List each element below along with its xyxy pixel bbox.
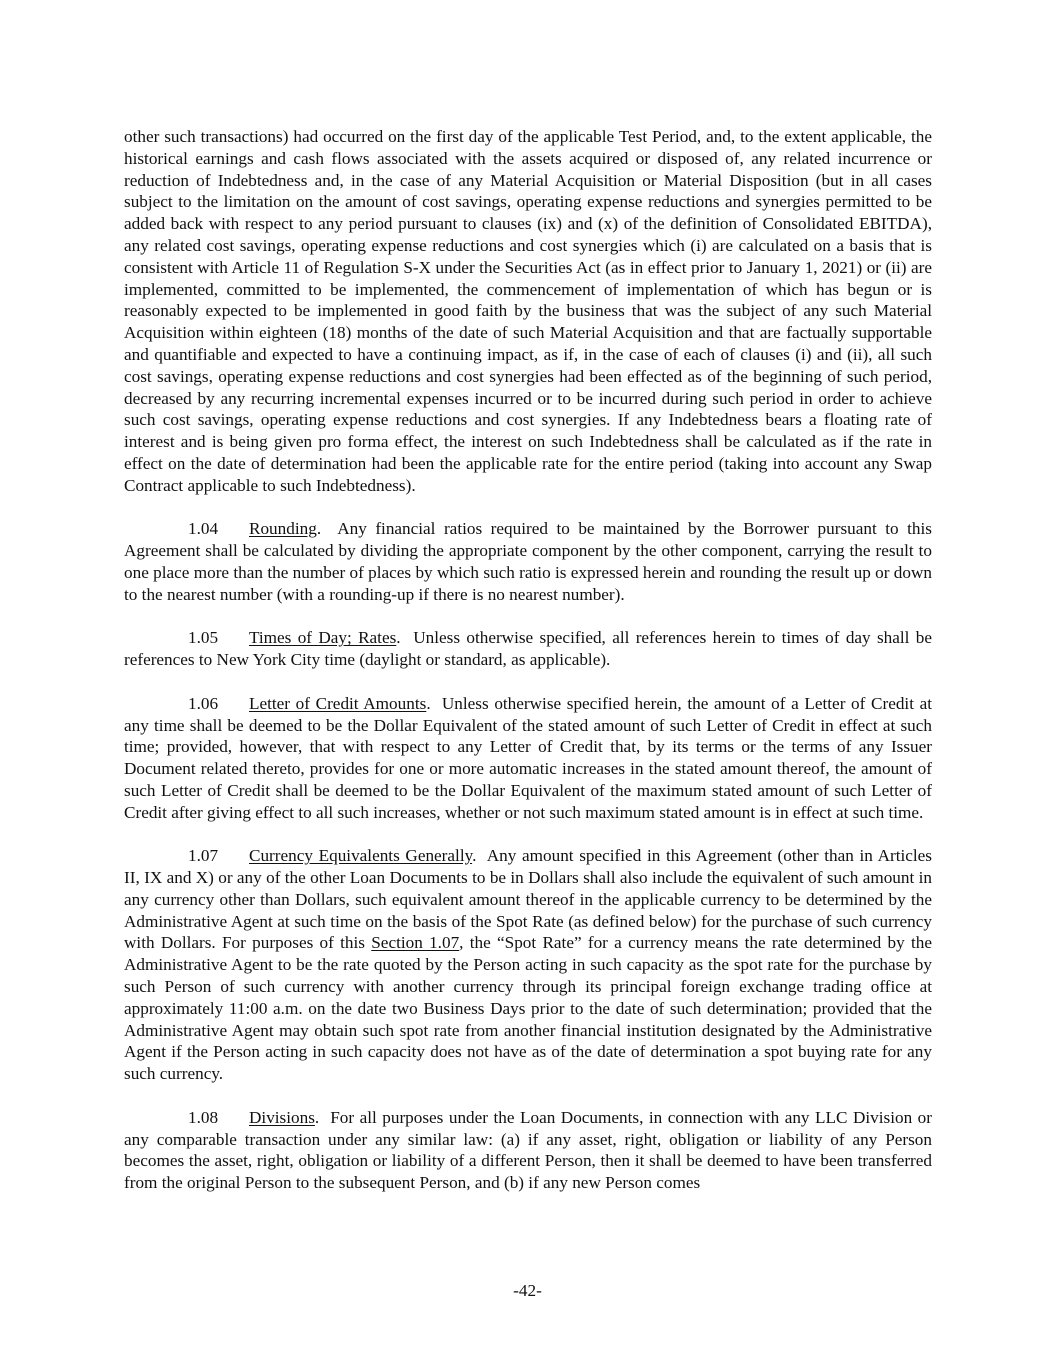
section-1-04: 1.04 Rounding. Any financial ratios required to be maintained by the Borrower pursuant to this Agreement shall be calculated by dividing the appropriate component by the other component, carrying the result to one place more than the number of places by which such ratio is expressed herein and rounding the result up or down to the nearest number (with a rounding-up if there is no nearest number). (124, 519, 932, 604)
section-number: 1.07 (188, 846, 219, 866)
section-number: 1.06 (188, 693, 219, 713)
section-text-continued: , the “Spot Rate” for a currency means the rate determined by the Administrative Agent to be the rate quoted by the Person acting in such capacity as the spot rate for the purchase by such Person of such currency with another currency through its principal foreign exchange trading office at approximately 11:00 a.m. on the date two Business Days prior to the date of such determination; provided that the Administrative Agent may obtain such spot rate from another financial institution designated by the Administrative Agent if the Person acting in such capacity does not have as of the date of determination a spot buying rate for any such currency. (124, 933, 932, 1084)
section-1-08: 1.08 Divisions. For all purposes under the Loan Documents, in connection with any LLC Division or any comparable transaction under any similar law: (a) if any asset, right, obligation or liability of any Person becomes the asset, right, obligation or liability of a different Person, then it shall be deemed to have been transferred from the original Person to the subsequent Person, and (b) if any new Person comes (124, 1107, 932, 1193)
section-text: Any financial ratios required to be maintained by the Borrower pursuant to this Agreement shall be calculated by dividing the appropriate component by the other component, carrying the result to one place more than the number of places by which such ratio is expressed herein and rounding the result up or down to the nearest number (with a rounding-up if there is no nearest number). (124, 519, 932, 604)
section-reference-link: Section 1.07 (371, 933, 460, 953)
section-heading: Divisions (249, 1107, 315, 1127)
section-text: Any amount specified in this Agreement (other than in Articles II, IX and X) or any of the other Loan Documents to be in Dollars shall also include the equivalent of such amount in any currency other than Dollars, such equivalent amount thereof in the applicable currency to be determined by the Administrative Agent at such time on the basis of the Spot Rate (as defined below) for the purchase of such currency with Dollars. For purposes of this (124, 846, 932, 953)
section-text: For all purposes under the Loan Documents, in connection with any LLC Division or any comparable transaction under any similar law: (a) if any asset, right, obligation or liability of any Person becomes the asset, right, obligation or liability of a different Person, then it shall be deemed to have been transferred from the original Person to the subsequent Person, and (b) if any new Person comes (124, 1107, 932, 1193)
document-body (124, 126, 932, 1216)
intro-paragraph: other such transactions) had occurred on the first day of the applicable Test Period, and, to the extent applicable, the historical earnings and cash flows associated with the assets acquired or disposed of, any related incurrence or reduction of Indebtedness and, in the case of any Material Acquisition or Material Disposition (but in all cases subject to the limitation on the amount of cost savings, operating expense reductions and synergies permitted to be added back with respect to any period pursuant to clauses (ix) and (x) of the definition of Consolidated EBITDA), any related cost savings, operating expense reductions and cost synergies which (i) are calculated on a basis that is consistent with Article 11 of Regulation S-X under the Securities Act (as in effect prior to January 1, 2021) or (ii) are implemented, committed to be implemented, the commencement of implementation of which has begun or is reasonably expected to be implemented in good faith by the business that was the subject of any such Material Acquisition within eighteen (18) months of the date of such Material Acquisition and that are factually supportable and quantifiable and expected to have a continuing impact, as if, in the case of each of clauses (i) and (ii), all such cost savings, operating expense reductions and cost synergies had been effected as of the beginning of such period, decreased by any recurring incremental expenses incurred or to be incurred during such period in order to achieve such cost savings, operating expense reductions and cost synergies. If any Indebtedness bears a floating rate of interest and is being given pro forma effect, the interest on such Indebtedness shall be calculated as if the rate in effect on the date of determination had been the applicable rate for the entire period (taking into account any Swap Contract applicable to such Indebtedness). (124, 127, 932, 495)
section-heading: Rounding (249, 519, 317, 539)
section-text: Unless otherwise specified, all references herein to times of day shall be references to New York City time (daylight or standard, as applicable). (124, 628, 932, 670)
section-number: 1.04 (188, 519, 219, 539)
section-heading: Letter of Credit Amounts (249, 693, 427, 713)
section-1-06: 1.06 Letter of Credit Amounts. Unless otherwise specified herein, the amount of a Letter of Credit at any time shall be deemed to be the Dollar Equivalent of the stated amount of such Letter of Credit in effect at such time; provided, however, that with respect to any Letter of Credit that, by its terms or the terms of any Issuer Document related thereto, provides for one or more automatic increases in the stated amount thereof, the amount of such Letter of Credit shall be deemed to be the Dollar Equivalent of the maximum stated amount of such Letter of Credit after giving effect to all such increases, whether or not such maximum stated amount is in effect at such time. (124, 693, 933, 822)
section-heading: Currency Equivalents Generally (249, 846, 473, 866)
section-1-07: 1.07 Currency Equivalents Generally. Any amount specified in this Agreement (other than in Articles II, IX and X) or any of the other Loan Documents to be in Dollars shall also include the equivalent of such amount in any currency other than Dollars, such equivalent amount thereof in the applicable currency to be determined by the Administrative Agent at such time on the basis of the Spot Rate (as defined below) for the purchase of such currency with Dollars. For purposes of this Section 1.07, the “Spot Rate” for a currency means the rate determined by the Administrative Agent to be the rate quoted by the Person acting in such capacity as the spot rate for the purchase by such Person of such currency with another currency through its principal foreign exchange trading office at approximately 11:00 a.m. on the date two Business Days prior to the date of such determination; provided that the Administrative Agent may obtain such spot rate from another financial institution designated by the Administrative Agent if the Person acting in such capacity does not have as of the date of determination a spot buying rate for any such currency. (124, 846, 932, 1084)
page-number: -42- (513, 1281, 542, 1300)
section-heading: Times of Day; Rates (249, 628, 397, 648)
section-number: 1.05 (188, 628, 219, 648)
section-number: 1.08 (188, 1107, 219, 1127)
section-text: Unless otherwise specified herein, the amount of a Letter of Credit at any time shall be deemed to be the Dollar Equivalent of the stated amount of such Letter of Credit in effect at such time; provided, however, that with respect to any Letter of Credit that, by its terms or the terms of any Issuer Document related thereto, provides for one or more automatic increases in the stated amount thereof, the amount of such Letter of Credit shall be deemed to be the Dollar Equivalent of the maximum stated amount of such Letter of Credit after giving effect to all such increases, whether or not such maximum stated amount is in effect at such time. (124, 693, 933, 822)
section-1-05: 1.05 Times of Day; Rates. Unless otherwise specified, all references herein to times of day shall be references to New York City time (daylight or standard, as applicable). (124, 628, 932, 670)
